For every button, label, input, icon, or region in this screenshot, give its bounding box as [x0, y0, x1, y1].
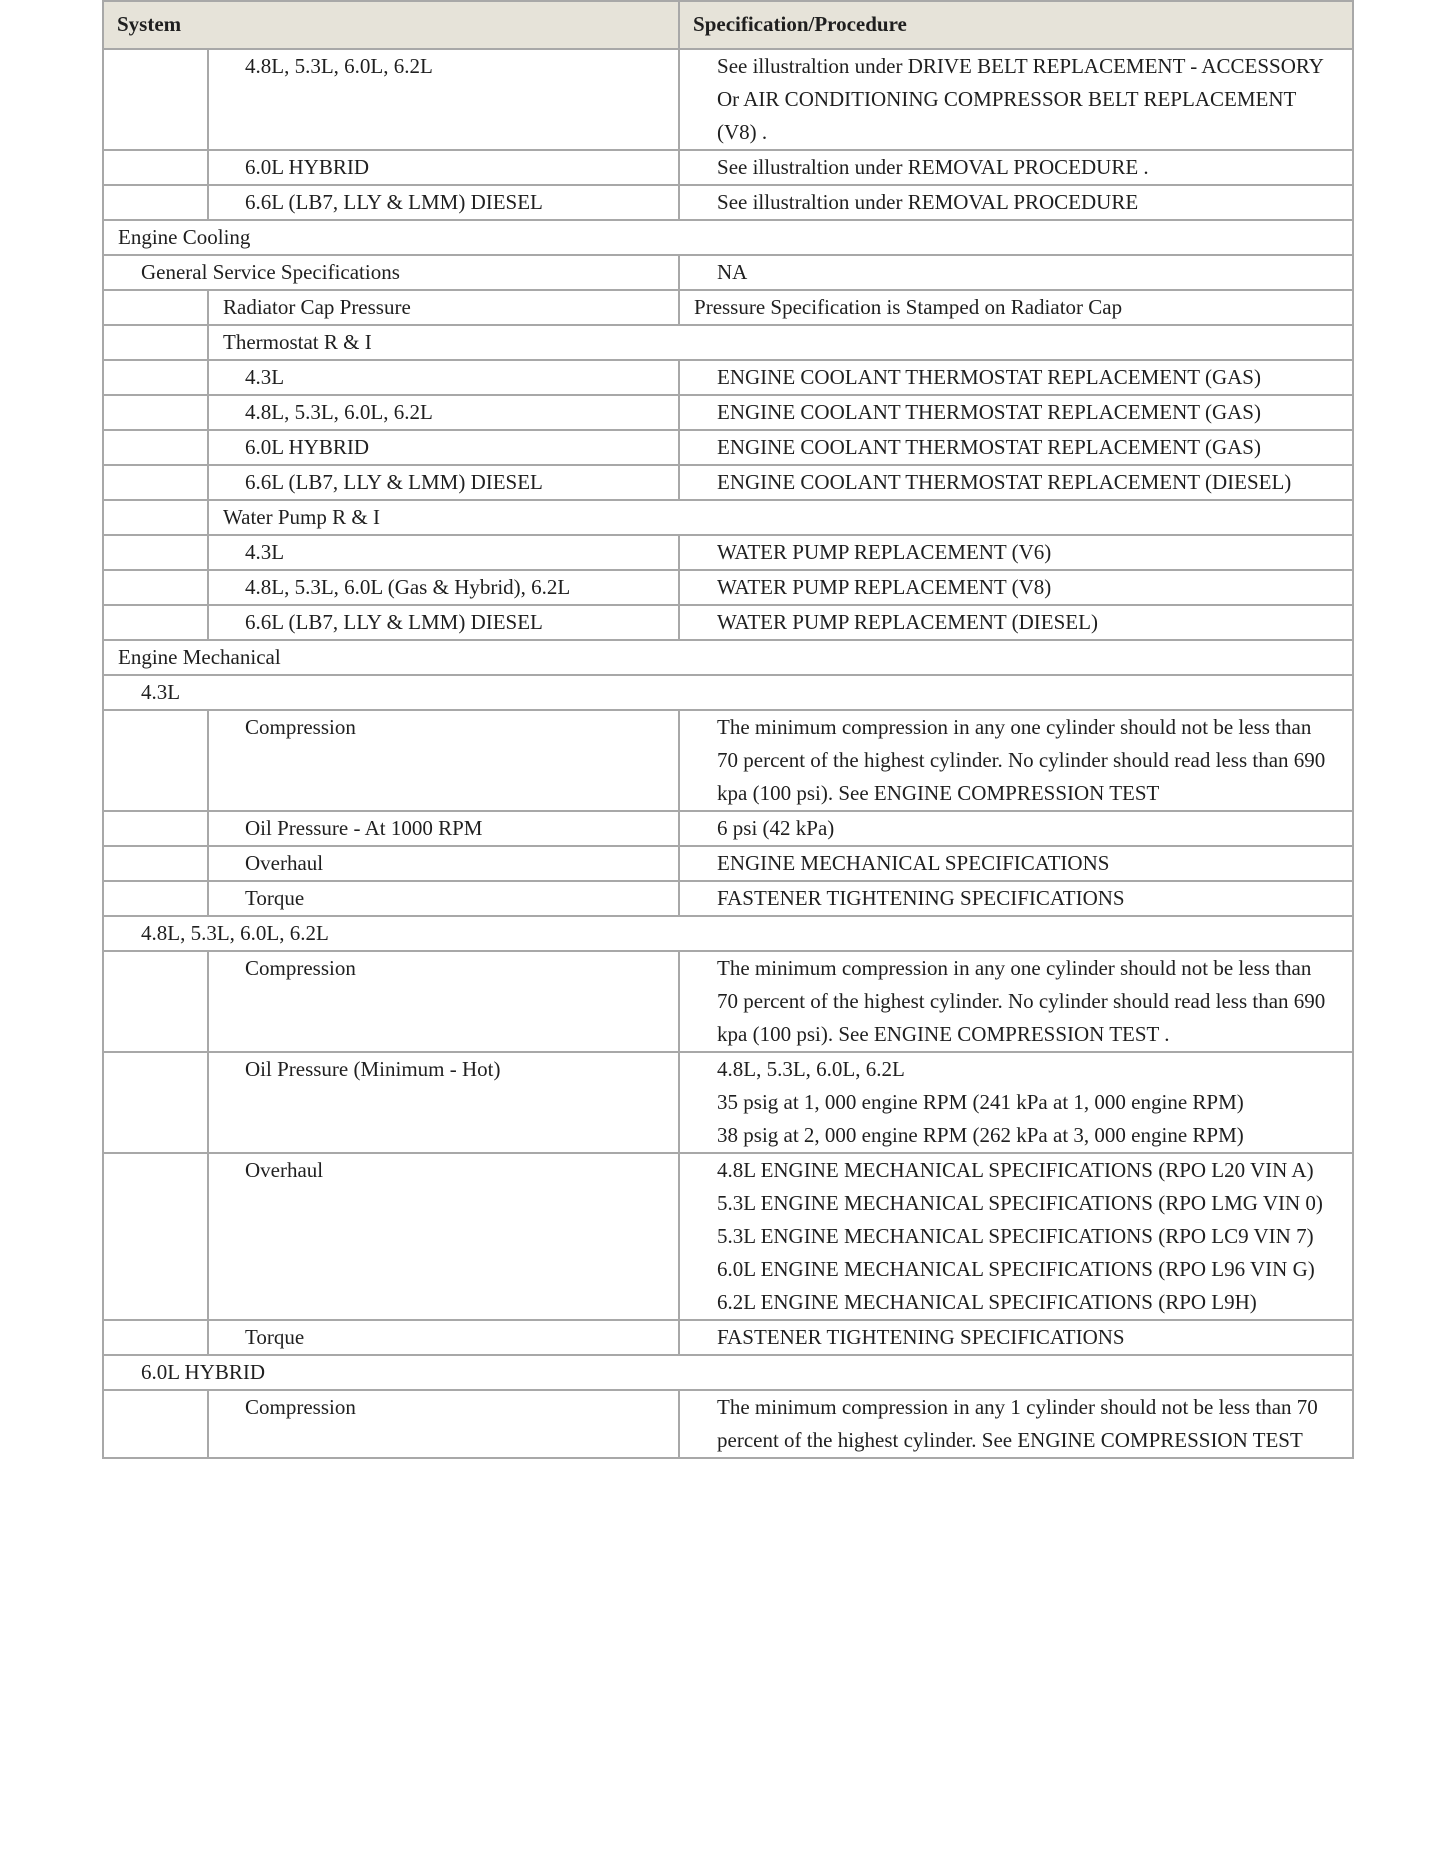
section-heading-cell: Engine Mechanical	[103, 640, 1353, 675]
spec-line: ENGINE MECHANICAL SPECIFICATIONS	[717, 851, 1110, 875]
spec-line: 6.0L ENGINE MECHANICAL SPECIFICATIONS (RPO L96 VIN G)	[717, 1257, 1315, 1281]
indent-cell	[103, 150, 208, 185]
indent-cell	[103, 881, 208, 916]
table-row	[103, 465, 1353, 500]
table-row	[103, 640, 1353, 675]
indent-cell	[103, 465, 208, 500]
group-heading-cell: Radiator Cap Pressure	[208, 290, 679, 325]
table-row	[103, 220, 1353, 255]
spec-line: 5.3L ENGINE MECHANICAL SPECIFICATIONS (RPO LC9 VIN 7)	[717, 1224, 1314, 1248]
table-row	[103, 360, 1353, 395]
table-row	[103, 395, 1353, 430]
spec-cell	[679, 1390, 1353, 1458]
indent-cell	[103, 49, 208, 150]
table-row	[103, 430, 1353, 465]
spec-cell	[679, 255, 1353, 290]
spec-line: See illustraltion under REMOVAL PROCEDURE	[717, 190, 1139, 214]
subsection-heading-cell: 4.8L, 5.3L, 6.0L, 6.2L	[103, 916, 1353, 951]
indent-cell	[103, 1052, 208, 1153]
system-cell: 6.0L HYBRID	[208, 430, 679, 465]
table-row	[103, 881, 1353, 916]
spec-cell	[679, 881, 1353, 916]
spec-cell	[679, 605, 1353, 640]
indent-cell	[103, 395, 208, 430]
spec-line: The minimum compression in any one cylinder should not be less than	[717, 956, 1312, 980]
spec-line: FASTENER TIGHTENING SPECIFICATIONS	[717, 886, 1125, 910]
spec-line: ENGINE COOLANT THERMOSTAT REPLACEMENT (DIESEL)	[717, 470, 1292, 494]
spec-cell	[679, 395, 1353, 430]
spec-line: percent of the highest cylinder. See ENGINE COMPRESSION TEST	[717, 1428, 1303, 1452]
indent-cell	[103, 605, 208, 640]
spec-cell	[679, 570, 1353, 605]
system-cell: Oil Pressure - At 1000 RPM	[208, 811, 679, 846]
spec-line: ENGINE COOLANT THERMOSTAT REPLACEMENT (GAS)	[717, 400, 1261, 424]
table-row	[103, 49, 1353, 150]
table-row	[103, 290, 1353, 325]
system-cell: 4.8L, 5.3L, 6.0L (Gas & Hybrid), 6.2L	[208, 570, 679, 605]
spec-line: Pressure Specification is Stamped on Radiator Cap	[694, 295, 1123, 319]
spec-line: ENGINE COOLANT THERMOSTAT REPLACEMENT (GAS)	[717, 435, 1261, 459]
spec-cell	[679, 535, 1353, 570]
table-row	[103, 570, 1353, 605]
indent-cell	[103, 500, 208, 535]
spec-line: 4.8L, 5.3L, 6.0L, 6.2L	[717, 1057, 905, 1081]
subsection-heading-cell: 6.0L HYBRID	[103, 1355, 1353, 1390]
table-row	[103, 150, 1353, 185]
table-row	[103, 710, 1353, 811]
table-body	[103, 49, 1353, 1458]
indent-cell	[103, 325, 208, 360]
table-row	[103, 185, 1353, 220]
system-cell: 6.0L HYBRID	[208, 150, 679, 185]
indent-cell	[103, 185, 208, 220]
indent-cell	[103, 951, 208, 1052]
system-cell: Compression	[208, 710, 679, 811]
spec-line: 70 percent of the highest cylinder. No cylinder should read less than 690	[717, 989, 1326, 1013]
system-cell: 6.6L (LB7, LLY & LMM) DIESEL	[208, 465, 679, 500]
spec-cell	[679, 360, 1353, 395]
spec-line: kpa (100 psi). See ENGINE COMPRESSION TEST	[717, 781, 1160, 805]
system-cell: Compression	[208, 951, 679, 1052]
system-column-header: System	[103, 1, 679, 49]
table-row	[103, 535, 1353, 570]
section-heading-cell: Engine Cooling	[103, 220, 1353, 255]
spec-line: See illustraltion under DRIVE BELT REPLACEMENT - ACCESSORY	[717, 54, 1324, 78]
spec-cell	[679, 185, 1353, 220]
table-row	[103, 811, 1353, 846]
system-cell: Compression	[208, 1390, 679, 1458]
spec-cell	[679, 1153, 1353, 1320]
indent-cell	[103, 290, 208, 325]
spec-line: ENGINE COOLANT THERMOSTAT REPLACEMENT (GAS)	[717, 365, 1261, 389]
spec-line: 38 psig at 2, 000 engine RPM (262 kPa at 3, 000 engine RPM)	[717, 1123, 1244, 1147]
indent-cell	[103, 1320, 208, 1355]
spec-cell	[679, 1052, 1353, 1153]
spec-line: WATER PUMP REPLACEMENT (V6)	[717, 540, 1052, 564]
spec-cell	[679, 811, 1353, 846]
spec-line: 6 psi (42 kPa)	[717, 816, 835, 840]
spec-line: 4.8L ENGINE MECHANICAL SPECIFICATIONS (RPO L20 VIN A)	[717, 1158, 1314, 1182]
table-row	[103, 605, 1353, 640]
table-row	[103, 1153, 1353, 1320]
subsection-heading-cell: 4.3L	[103, 675, 1353, 710]
system-cell: 4.3L	[208, 535, 679, 570]
table-row	[103, 846, 1353, 881]
spec-cell	[679, 290, 1353, 325]
spec-line: NA	[717, 260, 748, 284]
system-cell: Oil Pressure (Minimum - Hot)	[208, 1052, 679, 1153]
spec-column-header: Specification/Procedure	[679, 1, 1353, 49]
spec-line: 35 psig at 1, 000 engine RPM (241 kPa at 1, 000 engine RPM)	[717, 1090, 1244, 1114]
spec-line: 5.3L ENGINE MECHANICAL SPECIFICATIONS (RPO LMG VIN 0)	[717, 1191, 1323, 1215]
table-row	[103, 916, 1353, 951]
spec-line: FASTENER TIGHTENING SPECIFICATIONS	[717, 1325, 1125, 1349]
indent-cell	[103, 1390, 208, 1458]
system-cell: 4.3L	[208, 360, 679, 395]
system-cell: 4.8L, 5.3L, 6.0L, 6.2L	[208, 395, 679, 430]
system-cell: Torque	[208, 881, 679, 916]
system-cell: 4.8L, 5.3L, 6.0L, 6.2L	[208, 49, 679, 150]
spec-line: (V8) .	[717, 120, 768, 144]
spec-line: See illustraltion under REMOVAL PROCEDURE .	[717, 155, 1149, 179]
system-cell: 6.6L (LB7, LLY & LMM) DIESEL	[208, 605, 679, 640]
indent-cell	[103, 710, 208, 811]
system-cell: Torque	[208, 1320, 679, 1355]
spec-line: The minimum compression in any 1 cylinder should not be less than 70	[717, 1395, 1318, 1419]
spec-line: kpa (100 psi). See ENGINE COMPRESSION TEST .	[717, 1022, 1170, 1046]
table-row	[103, 675, 1353, 710]
system-cell: Overhaul	[208, 1153, 679, 1320]
spec-line: 6.2L ENGINE MECHANICAL SPECIFICATIONS (RPO L9H)	[717, 1290, 1257, 1314]
indent-cell	[103, 846, 208, 881]
spec-line: WATER PUMP REPLACEMENT (DIESEL)	[717, 610, 1098, 634]
spec-cell	[679, 1320, 1353, 1355]
spec-line: 70 percent of the highest cylinder. No cylinder should read less than 690	[717, 748, 1326, 772]
spec-line: Or AIR CONDITIONING COMPRESSOR BELT REPLACEMENT	[717, 87, 1297, 111]
spec-cell	[679, 710, 1353, 811]
spec-cell	[679, 49, 1353, 150]
spec-line: WATER PUMP REPLACEMENT (V8)	[717, 575, 1052, 599]
indent-cell	[103, 570, 208, 605]
spec-cell	[679, 150, 1353, 185]
system-cell: Overhaul	[208, 846, 679, 881]
table-row	[103, 1320, 1353, 1355]
spec-cell	[679, 846, 1353, 881]
spec-cell	[679, 430, 1353, 465]
indent-cell	[103, 535, 208, 570]
table-row	[103, 1355, 1353, 1390]
specification-table	[102, 0, 1354, 1459]
table-header-row	[103, 1, 1353, 49]
spec-line: The minimum compression in any one cylinder should not be less than	[717, 715, 1312, 739]
spec-cell	[679, 465, 1353, 500]
indent-cell	[103, 430, 208, 465]
table-row	[103, 1390, 1353, 1458]
subsection-heading-cell: General Service Specifications	[103, 255, 679, 290]
table-row	[103, 255, 1353, 290]
spec-cell	[679, 951, 1353, 1052]
indent-cell	[103, 360, 208, 395]
table-row	[103, 1052, 1353, 1153]
group-heading-cell: Water Pump R & I	[208, 500, 1353, 535]
group-heading-cell: Thermostat R & I	[208, 325, 1353, 360]
indent-cell	[103, 1153, 208, 1320]
table-row	[103, 500, 1353, 535]
indent-cell	[103, 811, 208, 846]
table-row	[103, 951, 1353, 1052]
table-row	[103, 325, 1353, 360]
system-cell: 6.6L (LB7, LLY & LMM) DIESEL	[208, 185, 679, 220]
